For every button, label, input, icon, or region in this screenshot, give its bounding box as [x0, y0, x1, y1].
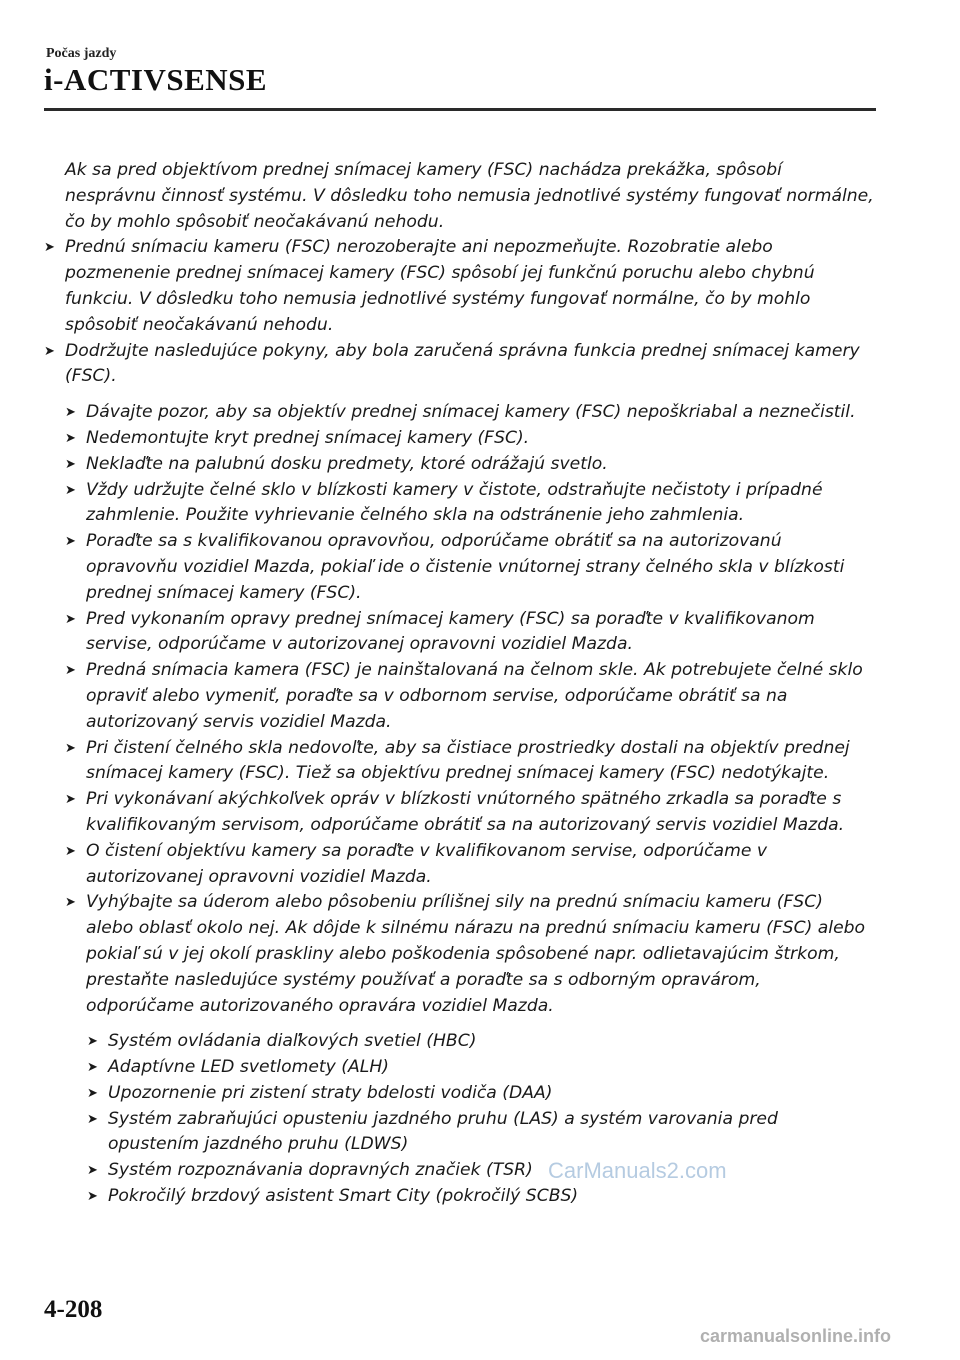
intro-paragraph: Ak sa pred objektívom prednej snímacej kamery (FSC) nachádza prekážka, spôsobí nesprávnu činnosť systému. V dôsledku toho nemusia jednotlivé systémy fungovať normálne, čo by mohlo spôsobiť neočakávanú nehodu. — [65, 160, 874, 232]
arrowhead-right-icon: ➤ — [44, 343, 55, 359]
list-item: ➤ Dodržujte nasledujúce pokyny, aby bola zaručená správna funkcia prednej snímacej kamery (FSC). — [44, 340, 860, 387]
sub-list-item: ➤ Vyhýbajte sa úderom alebo pôsobeniu prílišnej sily na prednú snímaciu kameru (FSC) alebo oblasť okolo nej. Ak dôjde k silnému nárazu na prednú snímaciu kameru (FSC) alebo pokiaľ sú v jej okolí praskliny alebo poškodenia spôsobené napr. odlietavajúcim štrkom, prestaňte nasledujúce systémy používať a poraďte sa s odborným opravárom, odporúčame autorizovaného opravára vozidiel Mazda. — [65, 892, 866, 1016]
arrowhead-right-icon: ➤ — [65, 430, 76, 446]
arrowhead-right-icon: ➤ — [87, 1060, 98, 1076]
system-list-item: ➤ Pokročilý brzdový asistent Smart City (pokročilý SCBS) — [87, 1184, 874, 1210]
system-list-item: ➤ Systém rozpoznávania dopravných značiek (TSR) — [87, 1158, 874, 1184]
arrowhead-right-icon: ➤ — [65, 843, 76, 859]
arrowhead-right-icon: ➤ — [87, 1189, 98, 1205]
watermark-site[interactable]: carmanualsonline.info — [700, 1326, 892, 1346]
arrowhead-right-icon: ➤ — [65, 534, 76, 550]
system-list-item: ➤ Systém ovládania diaľkových svetiel (HBC) — [87, 1029, 874, 1055]
list-item: ➤ Prednú snímaciu kameru (FSC) nerozoberajte ani nepozmeňujte. Rozobratie alebo pozmenenie prednej snímacej kamery (FSC) spôsobí jej funkčnú poruchu alebo chybnú funkciu. V dôsledku toho nemusia jednotlivé systémy fungovať normálne, čo by mohlo spôsobiť neočakávanú nehodu. — [44, 237, 815, 335]
sub-list-item: ➤ Predná snímacia kamera (FSC) je nainštalovaná na čelnom skle. Ak potrebujete čelné sklo opraviť alebo vymeniť, poraďte sa v odbornom servise, odporúčame obrátiť sa na autorizovaný servis vozidiel Mazda. — [65, 660, 863, 732]
arrowhead-right-icon: ➤ — [87, 1163, 98, 1179]
system-list-item: ➤ Adaptívne LED svetlomety (ALH) — [87, 1055, 874, 1081]
sub-list-item: ➤ Pri vykonávaní akýchkoľvek opráv v blízkosti vnútorného spätného zrkadla sa poraďte s kvalifikovaným servisom, odporúčame obrátiť sa na autorizovaný servis vozidiel Mazda. — [65, 789, 845, 835]
system-list-item: ➤ Upozornenie pri zistení straty bdelosti vodiča (DAA) — [87, 1081, 874, 1107]
section-label: Počas jazdy — [46, 46, 117, 61]
sub-list-item: ➤ Poraďte sa s kvalifikovanou opravovňou, odporúčame obrátiť sa na autorizovanú opravovňu vozidiel Mazda, pokiaľ ide o čistenie vnútornej strany čelného skla v blízkosti prednej snímacej kamery (FSC). — [65, 531, 845, 603]
arrowhead-right-icon: ➤ — [65, 456, 76, 472]
arrowhead-right-icon: ➤ — [87, 1034, 98, 1050]
arrowhead-right-icon: ➤ — [65, 482, 76, 498]
systems-list — [44, 1029, 874, 1210]
header-divider — [44, 108, 876, 111]
sub-list-item: ➤ Nedemontujte kryt prednej snímacej kamery (FSC). — [65, 426, 874, 452]
page-number: 4-208 — [44, 1296, 103, 1323]
sub-list-item: ➤ Dávajte pozor, aby sa objektív prednej snímacej kamery (FSC) nepoškriabal a neznečistil. — [65, 400, 874, 426]
manual-content — [44, 158, 874, 1210]
watermark-overlay: CarManuals2.com — [548, 1158, 727, 1183]
system-list-item: ➤ Systém zabraňujúci opusteniu jazdného pruhu (LAS) a systém varovania pred opustením jazdného pruhu (LDWS) — [87, 1108, 778, 1155]
sub-list-item: ➤ Pred vykonaním opravy prednej snímacej kamery (FSC) sa poraďte v kvalifikovanom servise, odporúčame v autorizovanej opravovni vozidiel Mazda. — [65, 608, 815, 655]
arrowhead-right-icon: ➤ — [87, 1085, 98, 1101]
arrowhead-right-icon: ➤ — [65, 792, 76, 808]
arrowhead-right-icon: ➤ — [65, 611, 76, 627]
arrowhead-right-icon: ➤ — [65, 740, 76, 756]
arrowhead-right-icon: ➤ — [65, 405, 76, 421]
sub-list-item: ➤ Neklaďte na palubnú dosku predmety, ktoré odrážajú svetlo. — [65, 452, 874, 478]
sub-list — [44, 400, 874, 1019]
arrowhead-right-icon: ➤ — [65, 895, 76, 911]
sub-list-item: ➤ O čistení objektívu kamery sa poraďte v kvalifikovanom servise, odporúčame v autorizovanej opravovni vozidiel Mazda. — [65, 840, 768, 887]
sub-list-item: ➤ Pri čistení čelného skla nedovoľte, aby sa čistiace prostriedky dostali na objektív prednej snímacej kamery (FSC). Tiež sa objektívu prednej snímacej kamery (FSC) nedotýkajte. — [65, 737, 850, 784]
arrowhead-right-icon: ➤ — [65, 663, 76, 679]
arrowhead-right-icon: ➤ — [44, 240, 55, 256]
arrowhead-right-icon: ➤ — [87, 1111, 98, 1127]
page-title: i-ACTIVSENSE — [44, 62, 268, 97]
sub-list-item: ➤ Vždy udržujte čelné sklo v blízkosti kamery v čistote, odstraňujte nečistoty i prípadné zahmlenie. Použite vyhrievanie čelného skla na odstránenie jeho zahmlenia. — [65, 479, 823, 526]
